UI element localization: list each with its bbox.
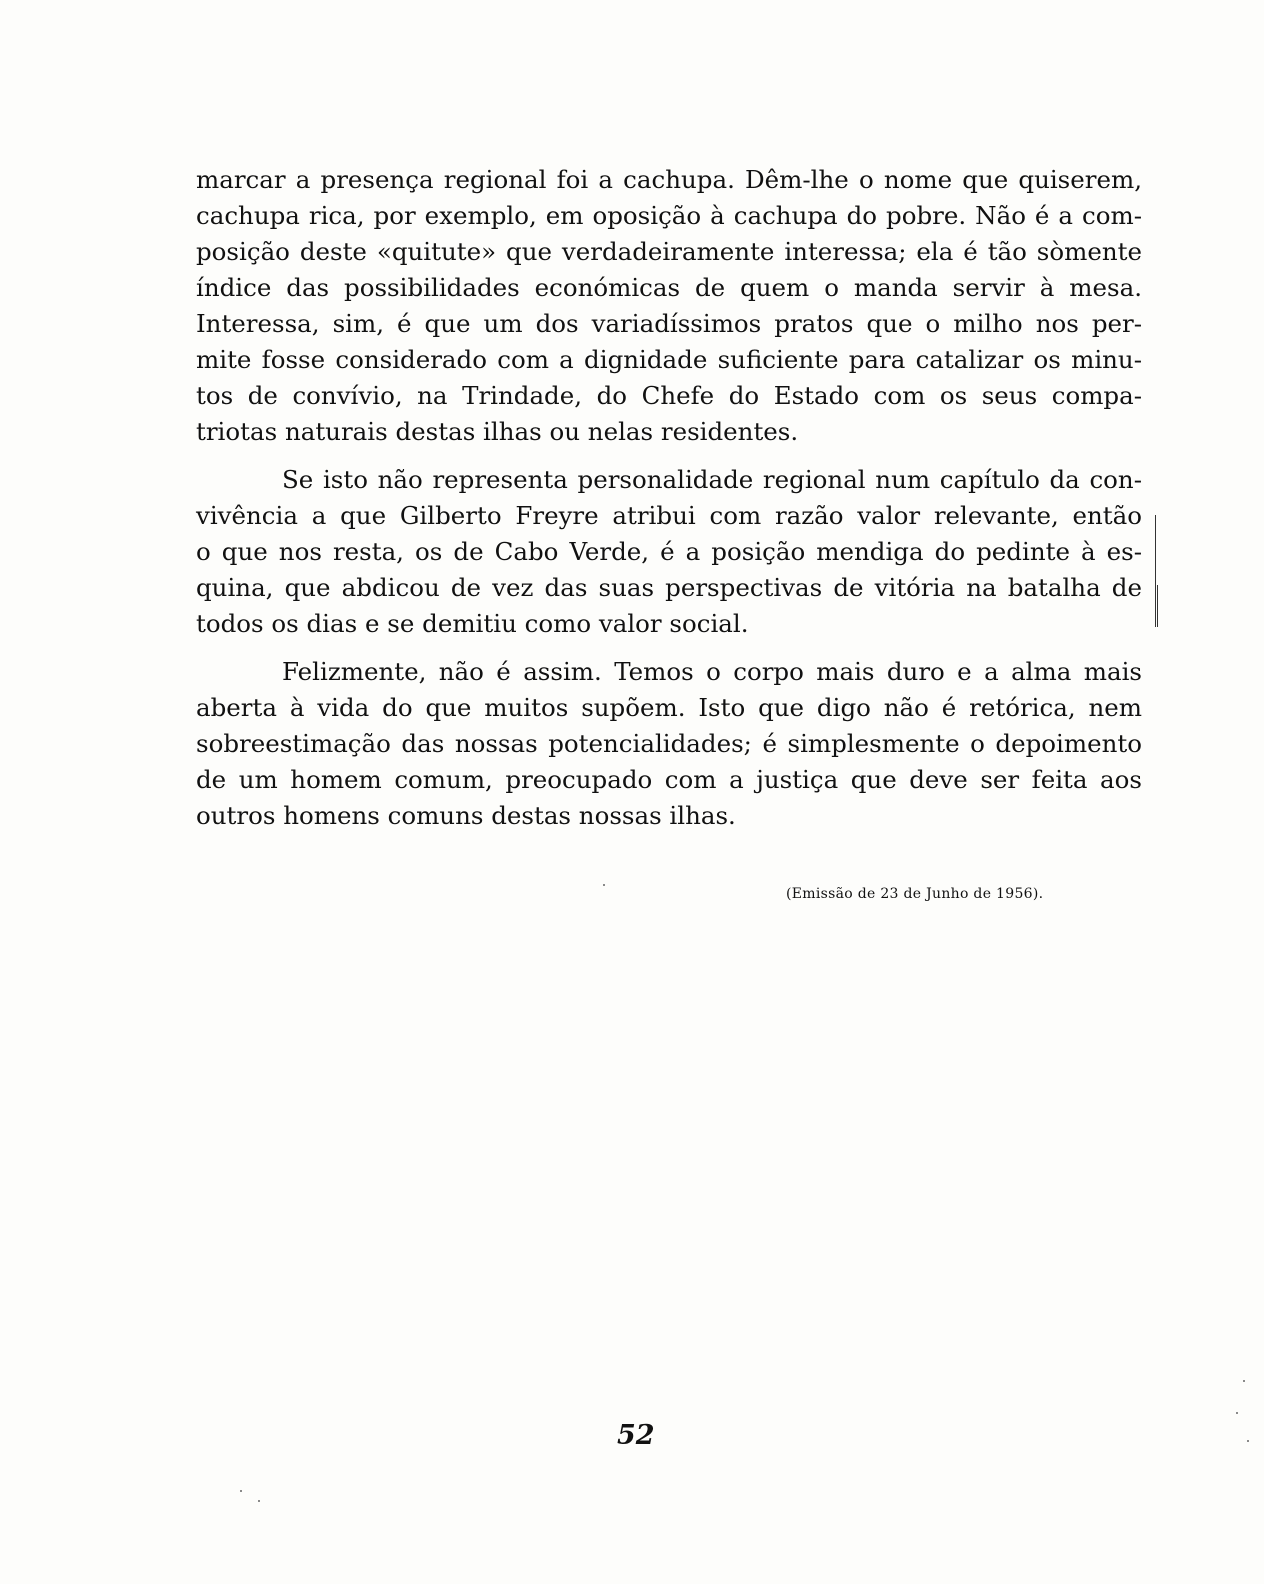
body-text [196,162,1142,846]
text-line: vivência a que Gilberto Freyre atribui com razão valor relevante, então [196,501,1142,530]
page-number: 52 [617,1420,655,1451]
speck [240,1490,242,1492]
text-line: aberta à vida do que muitos supõem. Isto que digo não é retórica, nem [196,693,1142,722]
text-line: o que nos resta, os de Cabo Verde, é a posição mendiga do pedinte à es- [196,537,1142,566]
text-line: Felizmente, não é assim. Temos o corpo mais duro e a alma mais [282,657,1142,686]
text-line: tos de convívio, na Trindade, do Chefe do Estado com os seus compa- [196,381,1142,410]
text-line: Se isto não representa personalidade regional num capítulo da con- [282,465,1142,494]
text-line: de um homem comum, preocupado com a justiça que deve ser feita aos [196,765,1142,794]
margin-mark [1154,515,1158,627]
text-line: quina, que abdicou de vez das suas perspectivas de vitória na batalha de [196,573,1142,602]
text-line: sobreestimação das nossas potencialidades; é simplesmente o depoimento [196,729,1142,758]
text-line: marcar a presença regional foi a cachupa. Dêm-lhe o nome que quiserem, [196,165,1142,194]
text-line: todos os dias e se demitiu como valor social. [196,609,749,638]
speck [1247,1440,1249,1442]
text-line: triotas naturais destas ilhas ou nelas residentes. [196,417,799,446]
text-line: índice das possibilidades económicas de quem o manda servir à mesa. [196,273,1142,302]
text-line: cachupa rica, por exemplo, em oposição à cachupa do pobre. Não é a com- [196,201,1142,230]
speck [258,1500,260,1502]
text-line: mite fosse considerado com a dignidade suficiente para catalizar os minu- [196,345,1142,374]
text-line: outros homens comuns destas nossas ilhas. [196,801,736,830]
paragraph-3 [196,654,1142,834]
broadcast-date-note: (Emissão de 23 de Junho de 1956). [786,886,1044,902]
paragraph-2 [196,462,1142,642]
paragraph-1 [196,162,1142,450]
speck [1243,1380,1245,1382]
speck [1236,1412,1238,1414]
text-line: Interessa, sim, é que um dos variadíssimos pratos que o milho nos per- [196,309,1142,338]
speck [603,884,605,886]
text-line: posição deste «quitute» que verdadeiramente interessa; ela é tão sòmente [196,237,1142,266]
